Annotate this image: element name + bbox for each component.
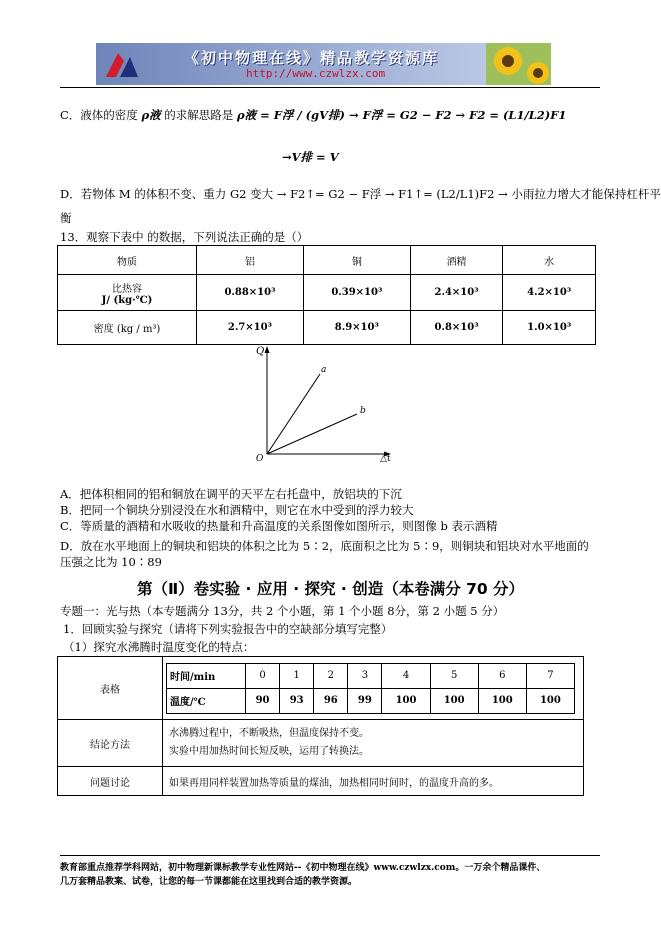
q13-option-b: B．把同一个铜块分别浸没在水和酒精中，则它在水中受到的浮力较大	[60, 503, 414, 517]
table-header: 酒精	[410, 246, 503, 275]
table-row	[58, 657, 584, 720]
table-row	[58, 275, 596, 311]
option-c-formula2	[282, 150, 339, 164]
time-label: 时间/min	[167, 663, 246, 688]
table-header: 铝	[197, 246, 304, 275]
y-axis-label: Q	[256, 346, 265, 357]
discussion-cell: 如果再用同样装置加热等质量的煤油，加热相同时间时，的温度升高的多。	[163, 767, 584, 796]
footer-rule	[60, 855, 600, 856]
table-cell: 6	[478, 663, 526, 688]
label-discussion: 问题讨论	[58, 767, 163, 796]
table-row	[167, 688, 575, 713]
option-c-mid: 的求解思路是	[164, 108, 234, 122]
section-title: 第（Ⅱ）卷实验 · 应用 · 探究 · 创造（本卷满分 70 分）	[136, 580, 525, 598]
question-1: 1．回顾实验与探究（请将下列实验报告中的空缺部分填写完整）	[63, 622, 393, 636]
table-cell: 90	[246, 688, 280, 713]
option-d-line2: 衡	[60, 211, 72, 225]
label-conclusion: 结论方法	[58, 720, 163, 767]
experiment-report-table	[57, 656, 584, 796]
table-row	[58, 311, 596, 345]
option-c-formula2-text: →V排 = V	[282, 150, 339, 164]
temp-label: 温度/℃	[167, 688, 246, 713]
table-cell: 1.0×10³	[503, 311, 596, 345]
q-dt-graph	[250, 342, 400, 467]
table-cell: 1	[280, 663, 314, 688]
option-c-formula: ρ液 = F浮 / (gV排) → F浮 = G2 − F2 → F2 = (L1/L2)F1	[236, 108, 567, 122]
table-row	[58, 246, 596, 275]
table-cell: 4.2×10³	[503, 275, 596, 311]
table-cell: 100	[478, 688, 526, 713]
table-cell: 93	[280, 688, 314, 713]
option-d-line1: D．若物体 M 的体积不变、重力 G2 变大 → F2↑= G2 − F浮 → F1↑= (L2/L1)F2 → 小雨拉力增大才能保持杠杆平	[60, 187, 661, 201]
label-table: 表格	[58, 657, 163, 720]
table-row	[58, 720, 584, 767]
table-header: 铜	[303, 246, 410, 275]
table-cell: 2	[314, 663, 348, 688]
footer-line-2: 几万套精品教案、试卷，让您的每一节课都能在这里找到合适的教学资源。	[60, 877, 358, 887]
table-cell: 2.7×10³	[197, 311, 304, 345]
q13-option-a: A．把体积相同的铝和铜放在调平的天平左右托盘中，放铝块的下沉	[60, 487, 402, 501]
option-c-prefix: C．液体的密度	[60, 108, 138, 122]
table-cell: 7	[526, 663, 574, 688]
table-cell: 96	[314, 688, 348, 713]
subquestion-1: （1）探究水沸腾时温度变化的特点：	[63, 640, 255, 654]
origin-label: O	[256, 454, 264, 464]
temperature-table	[166, 663, 575, 714]
banner-title: 《初中物理在线》精品教学资源库	[184, 49, 440, 67]
q13-option-d: D．放在水平地面上的铜块和铝块的体积之比为 5∶2，底面积之比为 5∶9，则铜块和铝块对水平地面的	[60, 539, 589, 553]
table-header: 水	[503, 246, 596, 275]
sunflower-icon	[486, 43, 551, 85]
topic-one: 专题一：光与热（本专题满分 13分，共 2 个小题，第 1 个小题 8分，第 2 小题 5 分）	[60, 604, 505, 618]
table-cell: 100	[382, 688, 430, 713]
header-rule	[60, 87, 600, 88]
footer-line-1: 教育部重点推荐学科网站，初中物理新课标教学专业性网站--《初中物理在线》www.czwlzx.com。一万余个精品课件、	[60, 863, 546, 873]
table-cell: 2.4×10³	[410, 275, 503, 311]
data-table-cell	[163, 657, 584, 720]
table-cell: 100	[430, 688, 478, 713]
q13-option-c: C．等质量的酒精和水吸收的热量和升高温度的关系图像如图所示，则图像 b 表示酒精	[60, 519, 498, 533]
row-label-unit: J/ (kg·℃)	[101, 294, 153, 306]
table-cell: 0	[246, 663, 280, 688]
conclusion-line-1: 水沸腾过程中，不断吸热，但温度保持不变。	[169, 728, 369, 739]
line-b-label: b	[360, 406, 366, 416]
row-label-specific-heat	[58, 275, 197, 311]
table-row	[58, 767, 584, 796]
q13-table	[57, 245, 596, 345]
site-logo-icon	[102, 47, 142, 81]
table-cell: 0.39×10³	[303, 275, 410, 311]
banner-url[interactable]: http://www.czwlzx.com	[246, 67, 386, 80]
conclusion-cell	[163, 720, 584, 767]
table-cell: 8.9×10³	[303, 311, 410, 345]
option-c-rho: ρ液	[141, 108, 161, 122]
header-banner	[96, 43, 551, 85]
table-cell: 100	[526, 688, 574, 713]
table-cell: 0.8×10³	[410, 311, 503, 345]
table-cell: 0.88×10³	[197, 275, 304, 311]
table-cell: 99	[348, 688, 382, 713]
q13-option-d-cont: 压强之比为 10∶89	[60, 555, 162, 569]
row-label-density: 密度 (kg / m³)	[58, 311, 197, 345]
table-cell: 5	[430, 663, 478, 688]
table-row	[167, 663, 575, 688]
q13-stem: 13．观察下表中 的数据，下列说法正确的是（）	[60, 230, 309, 244]
x-axis-label: △t	[380, 454, 391, 464]
y-axis-arrow-icon	[265, 346, 270, 353]
table-cell: 4	[382, 663, 430, 688]
conclusion-line-2: 实验中用加热时间长短反映，运用了转换法。	[169, 746, 369, 757]
table-header: 物质	[58, 246, 197, 275]
line-a-label: a	[321, 365, 327, 375]
option-c	[60, 108, 566, 122]
row-label-line: 比热容	[112, 283, 142, 295]
table-cell: 3	[348, 663, 382, 688]
